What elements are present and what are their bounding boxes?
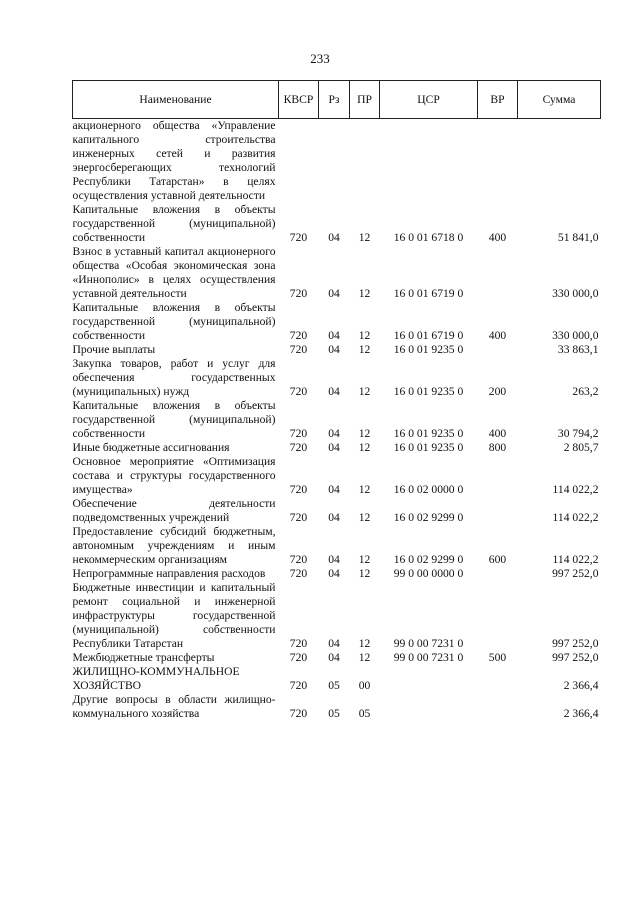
cell-pr xyxy=(350,119,380,204)
cell-pr: 12 xyxy=(358,427,371,440)
cell-rz: 04 xyxy=(328,553,340,566)
cell-pr: 12 xyxy=(358,651,371,664)
header-rz: Рз xyxy=(319,81,350,119)
cell-pr: 12 xyxy=(358,385,371,398)
cell-csr: 16 0 01 6718 0 xyxy=(393,231,464,244)
cell-name: Бюджетные инвестиции и капитальный ремонт социальной и инженерной инфраструктуры государственной (муниципальной) собственности Республики Татарстан xyxy=(72,581,276,650)
cell-name: Прочие выплаты xyxy=(72,343,156,356)
table-header-row xyxy=(73,81,601,119)
table-row xyxy=(73,119,601,204)
cell-vr xyxy=(478,693,518,721)
cell-sum: 114 022,2 xyxy=(552,511,599,524)
cell-kvsr: 720 xyxy=(289,343,308,356)
cell-name: Закупка товаров, работ и услуг для обеспечения государственных (муниципальных) нужд xyxy=(72,357,276,398)
cell-vr: 400 xyxy=(488,427,507,440)
cell-kvsr: 720 xyxy=(289,637,308,650)
cell-vr xyxy=(478,455,518,497)
cell-sum: 114 022,2 xyxy=(552,483,599,496)
cell-csr: 16 0 01 9235 0 xyxy=(393,385,464,398)
cell-sum xyxy=(518,119,601,204)
cell-kvsr xyxy=(279,119,319,204)
cell-sum: 2 805,7 xyxy=(563,441,599,454)
cell-pr: 12 xyxy=(358,287,371,300)
cell-sum: 2 366,4 xyxy=(563,679,599,692)
cell-csr: 16 0 01 9235 0 xyxy=(393,427,464,440)
cell-vr xyxy=(478,119,518,204)
cell-name: Иные бюджетные ассигнования xyxy=(72,441,230,454)
cell-sum: 997 252,0 xyxy=(552,637,599,650)
table-row xyxy=(73,245,601,301)
cell-rz: 04 xyxy=(328,343,340,356)
cell-pr: 05 xyxy=(358,707,371,720)
cell-sum: 997 252,0 xyxy=(552,651,599,664)
cell-kvsr: 720 xyxy=(289,707,308,720)
cell-sum: 2 366,4 xyxy=(563,707,599,720)
cell-vr: 200 xyxy=(488,385,507,398)
cell-name: Предоставление субсидий бюджетным, автономным учреждениям и иным некоммерческим организациям xyxy=(72,525,276,566)
cell-sum: 33 863,1 xyxy=(557,343,599,356)
cell-kvsr: 720 xyxy=(289,483,308,496)
cell-rz: 04 xyxy=(328,483,340,496)
cell-csr: 16 0 02 9299 0 xyxy=(393,553,464,566)
header-csr: ЦСР xyxy=(380,81,478,119)
cell-csr xyxy=(380,119,478,204)
cell-rz: 04 xyxy=(328,385,340,398)
cell-name: Основное мероприятие «Оптимизация состава и структуры государственного имущества» xyxy=(72,455,276,496)
cell-sum: 263,2 xyxy=(572,385,599,398)
cell-kvsr: 720 xyxy=(289,287,308,300)
table-row xyxy=(73,497,601,525)
cell-name: Другие вопросы в области жилищно-коммунального хозяйства xyxy=(72,693,276,720)
cell-kvsr: 720 xyxy=(289,567,308,580)
page-number: 233 xyxy=(310,51,330,66)
cell-kvsr: 720 xyxy=(289,679,308,692)
cell-vr xyxy=(478,245,518,301)
cell-rz: 05 xyxy=(328,707,340,720)
table-row xyxy=(73,301,601,343)
cell-pr: 12 xyxy=(358,567,371,580)
cell-sum: 330 000,0 xyxy=(552,287,599,300)
table-row xyxy=(73,455,601,497)
cell-sum: 114 022,2 xyxy=(552,553,599,566)
cell-vr xyxy=(478,567,518,581)
cell-vr: 800 xyxy=(488,441,507,454)
cell-pr: 12 xyxy=(358,553,371,566)
table-row xyxy=(73,665,601,693)
cell-kvsr: 720 xyxy=(289,651,308,664)
header-pr: ПР xyxy=(350,81,380,119)
cell-pr: 12 xyxy=(358,511,371,524)
table-row xyxy=(73,581,601,651)
cell-vr xyxy=(478,581,518,651)
cell-pr: 12 xyxy=(358,483,371,496)
cell-name: Непрограммные направления расходов xyxy=(72,567,266,580)
cell-rz: 04 xyxy=(328,511,340,524)
cell-pr: 12 xyxy=(358,441,371,454)
table-row xyxy=(73,343,601,357)
cell-pr: 00 xyxy=(358,679,371,692)
cell-rz: 04 xyxy=(328,427,340,440)
cell-csr: 99 0 00 0000 0 xyxy=(393,567,464,580)
cell-rz: 04 xyxy=(328,651,340,664)
header-kvsr: КВСР xyxy=(279,81,319,119)
cell-kvsr: 720 xyxy=(289,511,308,524)
cell-rz xyxy=(319,119,350,204)
cell-csr: 99 0 00 7231 0 xyxy=(393,651,464,664)
cell-csr xyxy=(380,693,478,721)
cell-name: Капитальные вложения в объекты государственной (муниципальной) собственности xyxy=(72,301,276,342)
cell-kvsr: 720 xyxy=(289,329,308,342)
cell-kvsr: 720 xyxy=(289,441,308,454)
table-row xyxy=(73,203,601,245)
cell-csr xyxy=(380,665,478,693)
cell-rz: 04 xyxy=(328,637,340,650)
cell-name: акционерного общества «Управление капитального строительства инженерных сетей и развития энергосберегающих технологий Республики Татарстан» в целях осуществления уставной деятельности xyxy=(72,119,276,202)
cell-name: Межбюджетные трансферты xyxy=(72,651,215,664)
cell-vr: 400 xyxy=(488,231,507,244)
cell-sum: 330 000,0 xyxy=(552,329,599,342)
cell-name: ЖИЛИЩНО-КОММУНАЛЬНОЕ ХОЗЯЙСТВО xyxy=(72,665,240,692)
table-row xyxy=(73,567,601,581)
cell-pr: 12 xyxy=(358,343,371,356)
cell-pr: 12 xyxy=(358,231,371,244)
cell-rz: 04 xyxy=(328,287,340,300)
header-sum: Сумма xyxy=(518,81,601,119)
cell-rz: 05 xyxy=(328,679,340,692)
cell-vr: 500 xyxy=(488,651,507,664)
budget-table xyxy=(72,80,601,721)
cell-vr: 400 xyxy=(488,329,507,342)
cell-csr: 99 0 00 7231 0 xyxy=(393,637,464,650)
cell-rz: 04 xyxy=(328,567,340,580)
table-row xyxy=(73,357,601,399)
cell-kvsr: 720 xyxy=(289,231,308,244)
cell-sum: 997 252,0 xyxy=(552,567,599,580)
table-row xyxy=(73,651,601,665)
cell-pr: 12 xyxy=(358,637,371,650)
cell-csr: 16 0 01 6719 0 xyxy=(393,287,464,300)
cell-vr xyxy=(478,343,518,357)
cell-rz: 04 xyxy=(328,329,340,342)
cell-vr: 600 xyxy=(488,553,507,566)
cell-name: Капитальные вложения в объекты государственной (муниципальной) собственности xyxy=(72,399,276,440)
table-row xyxy=(73,693,601,721)
table-row xyxy=(73,441,601,455)
header-vr: ВР xyxy=(478,81,518,119)
cell-rz: 04 xyxy=(328,231,340,244)
cell-vr xyxy=(478,497,518,525)
cell-csr: 16 0 02 9299 0 xyxy=(393,511,464,524)
cell-csr: 16 0 01 9235 0 xyxy=(393,441,464,454)
cell-pr: 12 xyxy=(358,329,371,342)
cell-csr: 16 0 01 9235 0 xyxy=(393,343,464,356)
cell-kvsr: 720 xyxy=(289,385,308,398)
cell-name: Обеспечение деятельности подведомственных учреждений xyxy=(72,497,276,524)
cell-csr: 16 0 02 0000 0 xyxy=(393,483,464,496)
cell-sum: 51 841,0 xyxy=(557,231,599,244)
cell-name: Капитальные вложения в объекты государственной (муниципальной) собственности xyxy=(72,203,276,244)
table-row xyxy=(73,525,601,567)
table-row xyxy=(73,399,601,441)
cell-vr xyxy=(478,665,518,693)
cell-sum: 30 794,2 xyxy=(557,427,599,440)
header-name: Наименование xyxy=(73,81,279,119)
cell-name: Взнос в уставный капитал акционерного общества «Особая экономическая зона «Иннополис» в целях осуществления уставной деятельности xyxy=(72,245,276,300)
cell-rz: 04 xyxy=(328,441,340,454)
cell-kvsr: 720 xyxy=(289,553,308,566)
cell-kvsr: 720 xyxy=(289,427,308,440)
cell-csr: 16 0 01 6719 0 xyxy=(393,329,464,342)
